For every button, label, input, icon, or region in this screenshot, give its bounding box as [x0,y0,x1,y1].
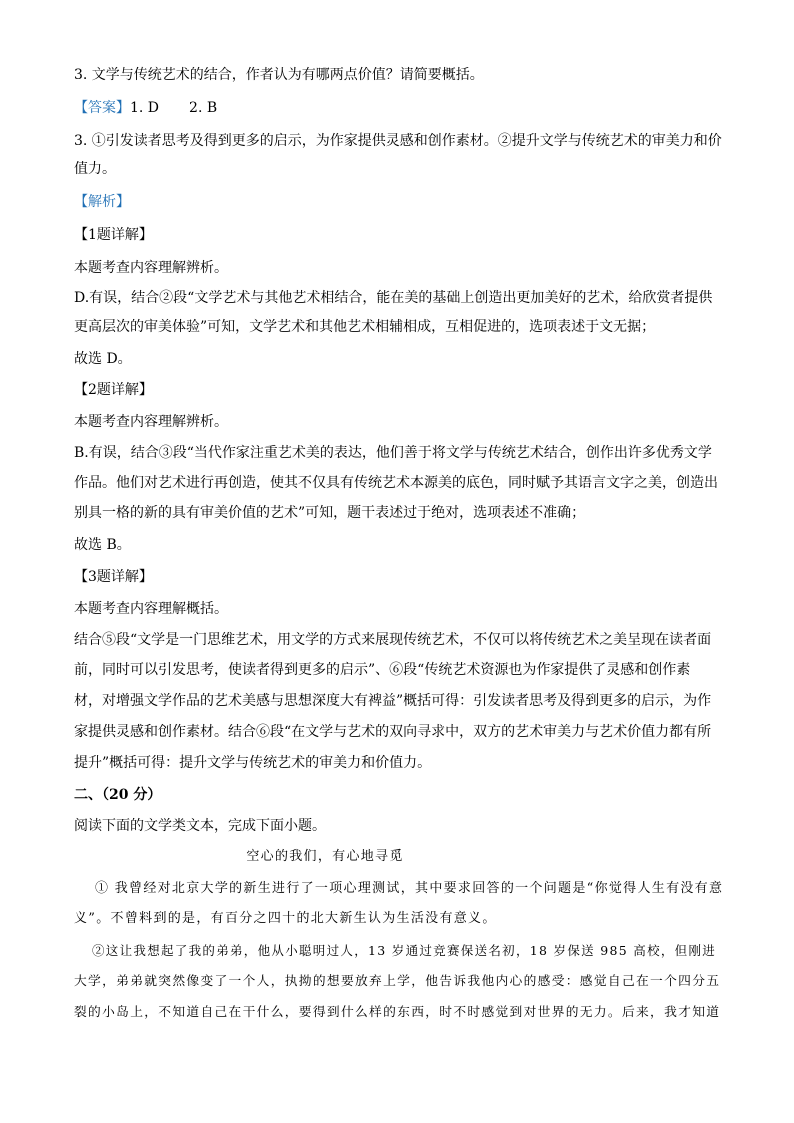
story-paragraph-line: 大学，弟弟就突然像变了一个人，执拗的想要放弃上学，他告诉我他内心的感受：感觉自己在一个四分五 [74,974,721,989]
story-paragraph-line: 裂的小岛上，不知道自己在干什么，要得到什么样的东西，时不时感觉到对世界的无力。后来，我才知道 [74,1005,721,1020]
answer-label: 【答案】 [74,100,130,116]
q3-analysis-line: 前，同时可以引发思考，使读者得到更多的启示”、⑥段“传统艺术资源也为作家提供了灵感和创作素 [74,662,691,678]
story-paragraph-line: ②这让我想起了我的弟弟，他从小聪明过人，13 岁通过竞赛保送名初，18 岁保送 985 高校，但刚进 [92,943,717,958]
answer-row [74,99,724,117]
story-title: 空心的我们，有心地寻觅 [246,849,404,864]
story-paragraph-line: 义”。不曾料到的是，有百分之四十的北大新生认为生活没有意义。 [74,911,497,926]
analysis-label: 【解析】 [74,194,130,210]
question-3-prompt: 3. 文学与传统艺术的结合，作者认为有哪两点价值？请简要概括。 [74,67,484,83]
q3-header: 【3题详解】 [74,569,153,585]
answer-2: 2. B [189,100,218,116]
q3-analysis-line: 家提供灵感和创作素材。结合⑥段“在文学与艺术的双向寻求中，双方的艺术审美力与艺术价值力都有所 [74,724,712,740]
q1-analysis-line: D.有误，结合②段“文学艺术与其他艺术相结合，能在美的基础上创造出更加美好的艺术，给欣赏者提供 [74,290,713,306]
q1-conclusion: 故选 D。 [74,351,132,367]
q2-analysis-line: B.有误，结合③段“当代作家注重艺术美的表达，他们善于将文学与传统艺术结合，创作出许多优秀文学 [74,445,712,461]
q3-intro: 本题考查内容理解概括。 [74,601,228,617]
q2-intro: 本题考查内容理解辨析。 [74,414,228,430]
q2-conclusion: 故选 B。 [74,537,131,553]
q3-analysis-line: 提升”概括可得：提升文学与传统艺术的审美力和价值力。 [74,755,432,771]
q2-analysis-line: 作品。他们对艺术进行再创造，使其不仅具有传统艺术本源美的底色，同时赋予其语言文字之美，创造出 [74,475,718,491]
q3-analysis-line: 材，对增强文学作品的艺术美感与思想深度大有裨益”概括可得：引发读者思考及得到更多的启示，为作 [74,693,712,709]
q1-analysis-line: 更高层次的审美体验”可知，文学艺术和其他艺术相辅相成，互相促进的，选项表述于文无据； [74,319,656,335]
answer-1: 1. D [130,100,160,116]
q2-analysis-line: 别具一格的新的具有审美价值的艺术”可知，题干表述过于绝对，选项表述不准确； [74,505,586,521]
story-paragraph-line: ① 我曾经对北京大学的新生进行了一项心理测试，其中要求回答的一个问题是“你觉得人生有没有意 [95,881,724,896]
answer-3-line: 值力。 [74,161,116,177]
section-2-instruction: 阅读下面的文学类文本，完成下面小题。 [74,818,326,834]
q3-analysis-line: 结合⑤段“文学是一门思维艺术，用文学的方式来展现传统艺术，不仅可以将传统艺术之美呈现在读者面 [74,632,712,648]
section-2-heading: 二、（20 分） [74,787,162,803]
q1-header: 【1题详解】 [74,227,153,243]
q2-header: 【2题详解】 [74,382,153,398]
answer-3-line: 3. ①引发读者思考及得到更多的启示，为作家提供灵感和创作素材。②提升文学与传统艺术的审美力和价 [74,133,722,149]
q1-intro: 本题考查内容理解辨析。 [74,260,228,276]
